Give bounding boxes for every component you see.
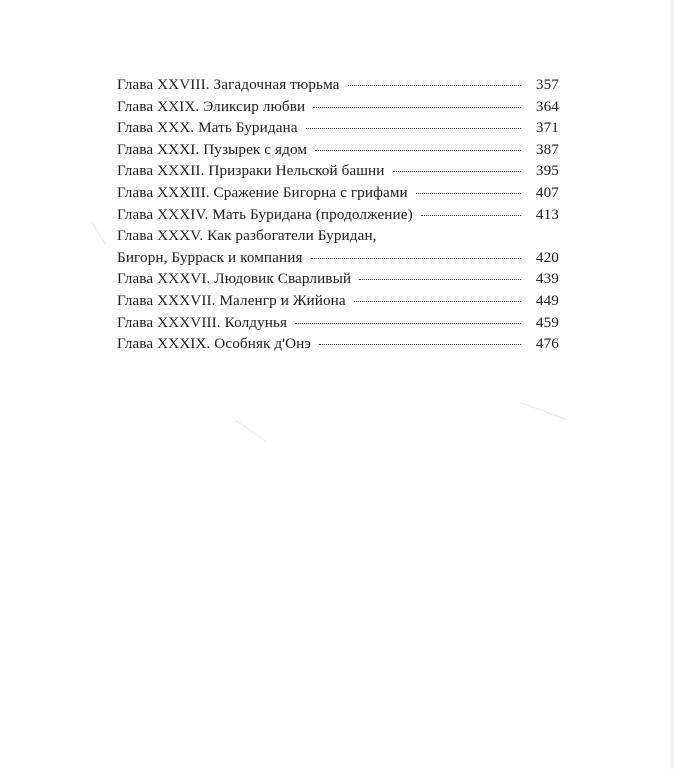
toc-entry-page: 357 <box>535 76 559 93</box>
toc-entry-label: Глава XXXVIII. Колдунья <box>117 313 288 331</box>
toc-entry-page: 459 <box>535 313 559 331</box>
dot-leader <box>313 107 521 108</box>
toc-entry <box>117 268 559 290</box>
toc-entry-page: 387 <box>535 140 559 158</box>
toc-entry-label: Глава XXXIX. Особняк д'Онэ <box>117 335 311 353</box>
toc-entry <box>117 333 559 355</box>
toc-entry-continuation <box>117 247 559 269</box>
scan-artifact <box>92 222 107 245</box>
toc-entry <box>117 312 559 334</box>
dot-leader <box>311 258 521 259</box>
dot-leader <box>295 323 521 324</box>
scan-artifact <box>236 420 268 443</box>
toc-entry <box>117 182 559 204</box>
toc-entry <box>117 74 559 96</box>
toc-entry-label: Глава XXXII. Призраки Нельской башни <box>117 162 385 180</box>
toc-entry-label: Глава XXXVII. Маленгр и Жийона <box>117 291 346 309</box>
toc-entry <box>117 290 559 312</box>
toc-entry-page: 439 <box>535 270 559 288</box>
toc-entry <box>117 96 559 118</box>
toc-entry-label: Глава XXXI. Пузырек с ядом <box>117 140 308 158</box>
table-of-contents <box>117 74 559 355</box>
page-edge <box>670 0 674 769</box>
dot-leader <box>348 85 521 86</box>
toc-entry <box>117 204 559 226</box>
toc-entry <box>117 139 559 161</box>
dot-leader <box>306 128 521 129</box>
toc-entry <box>117 160 559 182</box>
toc-entry-label-continued: Бигорн, Бурраск и компания <box>117 248 303 266</box>
toc-entry-page: 476 <box>535 335 559 353</box>
toc-entry-page: 364 <box>535 97 559 115</box>
toc-entry-page: 413 <box>535 205 559 223</box>
toc-entry-label: Глава XXXIII. Сражение Бигорна с грифами <box>117 183 408 201</box>
toc-entry-page: 395 <box>535 162 559 180</box>
toc-entry-label: Глава XXIX. Эликсир любви <box>117 97 306 115</box>
toc-entry-page: 371 <box>535 119 559 137</box>
scan-artifact <box>520 402 567 420</box>
dot-leader <box>315 150 521 151</box>
toc-entry-page: 420 <box>535 248 559 266</box>
toc-entry-label: Глава XXVIII. Загадочная тюрьма <box>117 76 340 93</box>
toc-entry-page: 449 <box>535 291 559 309</box>
toc-entry-first-line <box>117 225 559 247</box>
toc-entry <box>117 117 559 139</box>
dot-leader <box>319 344 521 345</box>
toc-entry-page: 407 <box>535 183 559 201</box>
dot-leader <box>393 171 521 172</box>
toc-entry-label: Глава XXXIV. Мать Буридана (продолжение) <box>117 205 413 223</box>
toc-entry-label: Глава XXXV. Как разбогатели Буридан, <box>117 227 377 245</box>
dot-leader <box>354 301 521 302</box>
toc-entry-label: Глава XXX. Мать Буридана <box>117 119 298 137</box>
toc-entry-label: Глава XXXVI. Людовик Сварливый <box>117 270 352 288</box>
dot-leader <box>421 215 521 216</box>
dot-leader <box>359 279 521 280</box>
dot-leader <box>416 193 521 194</box>
